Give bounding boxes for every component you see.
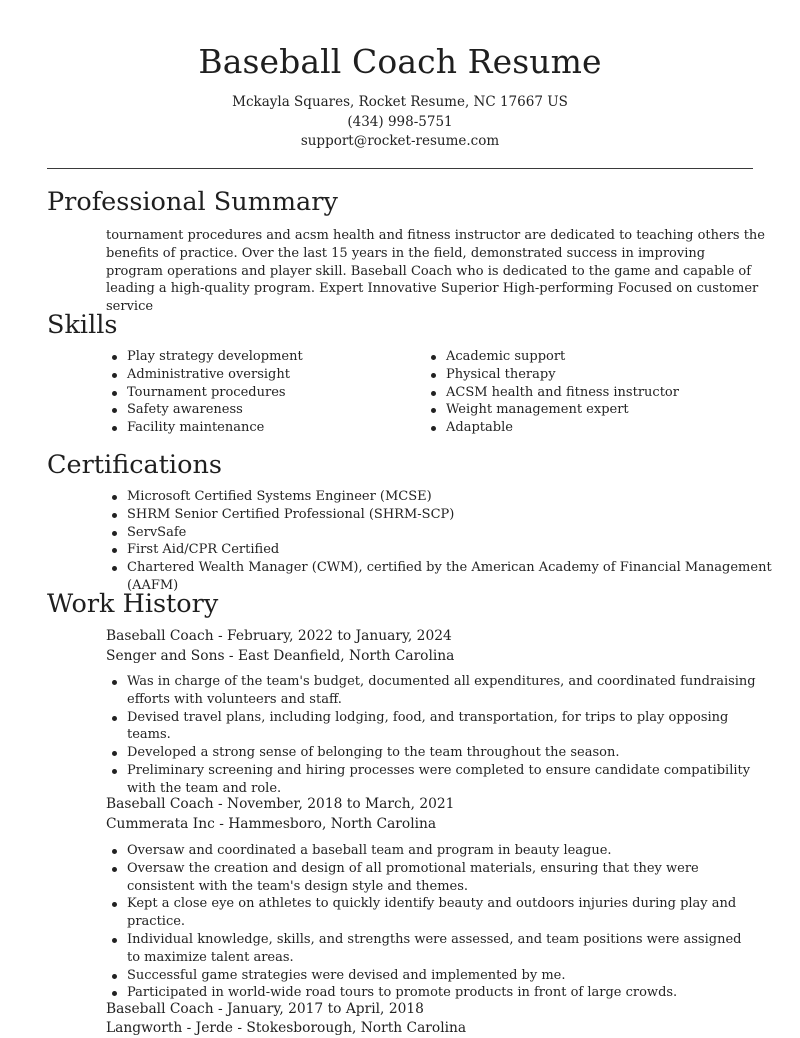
list-item: Oversaw the creation and design of all promotional materials, ensuring that they were consistent with the team's design style and themes. <box>106 860 756 896</box>
job-title-line: Baseball Coach - November, 2018 to March, 2021 <box>106 796 455 812</box>
list-item: Microsoft Certified Systems Engineer (MCSE) <box>106 488 776 506</box>
contact-address: Mckayla Squares, Rocket Resume, NC 17667 US <box>232 94 568 110</box>
list-item: Devised travel plans, including lodging, food, and transportation, for trips to play opposing teams. <box>106 709 756 745</box>
job-bullets <box>106 673 756 798</box>
resume-title: Baseball Coach Resume <box>198 42 602 81</box>
list-item: Developed a strong sense of belonging to the team throughout the season. <box>106 744 756 762</box>
list-item: Safety awareness <box>106 401 406 419</box>
list-item: Facility maintenance <box>106 419 406 437</box>
certifications-heading: Certifications <box>47 450 222 480</box>
list-item: Was in charge of the team's budget, documented all expenditures, and coordinated fundraising efforts with volunteers and staff. <box>106 673 756 709</box>
list-item: First Aid/CPR Certified <box>106 541 776 559</box>
list-item: Play strategy development <box>106 348 406 366</box>
certifications-list <box>106 488 776 595</box>
header-divider <box>47 168 753 169</box>
summary-text: tournament procedures and acsm health and fitness instructor are dedicated to teaching others the benefits of practice. Over the last 15 years in the field, demonstrated success in improving program operations and player skill. Baseball Coach who is dedicated to the game and capable of leading a high-quality program. Expert Innovative Superior High-performing Focused on customer service <box>106 228 766 315</box>
summary-heading: Professional Summary <box>47 187 338 217</box>
work-history-heading: Work History <box>47 589 219 619</box>
list-item: Individual knowledge, skills, and strengths were assessed, and team positions were assigned to maximize talent areas. <box>106 931 756 967</box>
list-item: Adaptable <box>425 419 745 437</box>
list-item: Kept a close eye on athletes to quickly identify beauty and outdoors injuries during play and practice. <box>106 895 756 931</box>
job-title-line: Baseball Coach - January, 2017 to April, 2018 <box>106 1001 424 1017</box>
job-bullets <box>106 842 756 1002</box>
list-item: ACSM health and fitness instructor <box>425 384 745 402</box>
job-title-line: Baseball Coach - February, 2022 to January, 2024 <box>106 628 452 644</box>
contact-email: support@rocket-resume.com <box>300 133 500 149</box>
skills-list-right <box>425 348 745 437</box>
list-item: Participated in world-wide road tours to promote products in front of large crowds. <box>106 984 756 1002</box>
list-item: SHRM Senior Certified Professional (SHRM-SCP) <box>106 506 776 524</box>
list-item: Tournament procedures <box>106 384 406 402</box>
job-company-line: Langworth - Jerde - Stokesborough, North Carolina <box>106 1020 467 1036</box>
list-item: Chartered Wealth Manager (CWM), certified by the American Academy of Financial Management (AAFM) <box>106 559 776 595</box>
list-item: Weight management expert <box>425 401 745 419</box>
list-item: Successful game strategies were devised and implemented by me. <box>106 967 756 985</box>
list-item: Administrative oversight <box>106 366 406 384</box>
contact-phone: (434) 998-5751 <box>347 114 453 130</box>
list-item: Preliminary screening and hiring processes were completed to ensure candidate compatibility with the team and role. <box>106 762 756 798</box>
skills-heading: Skills <box>47 310 118 340</box>
skills-list-left <box>106 348 406 437</box>
list-item: ServSafe <box>106 524 776 542</box>
job-company-line: Cummerata Inc - Hammesboro, North Carolina <box>106 816 437 832</box>
list-item: Academic support <box>425 348 745 366</box>
job-company-line: Senger and Sons - East Deanfield, North Carolina <box>106 648 455 664</box>
list-item: Oversaw and coordinated a baseball team and program in beauty league. <box>106 842 756 860</box>
list-item: Physical therapy <box>425 366 745 384</box>
